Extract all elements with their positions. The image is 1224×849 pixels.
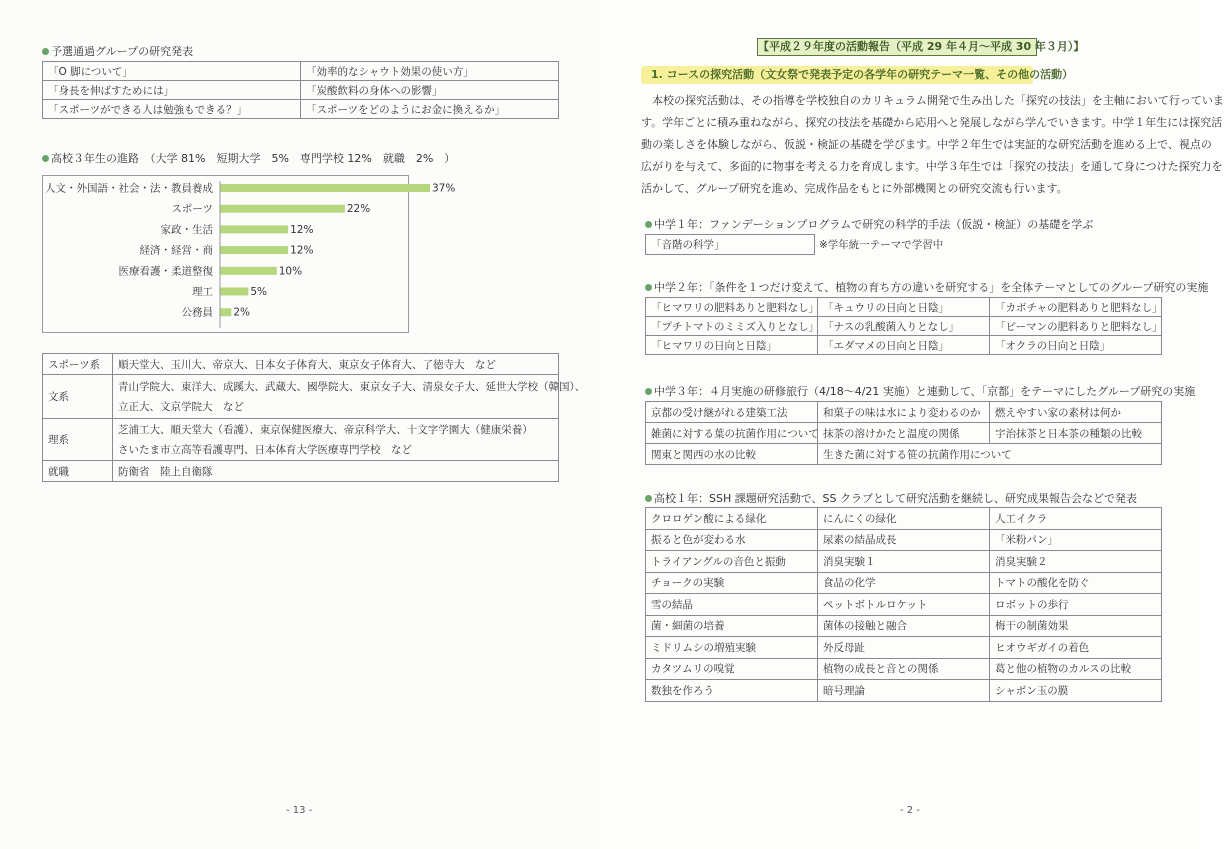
table-row [646, 508, 1162, 530]
universities-cell [113, 419, 559, 461]
table-cell: 「ヒマワリの肥料ありと肥料なし」 [646, 298, 818, 317]
table-row [43, 81, 559, 100]
table-cell: 雑菌に対する葉の抗菌作用について [646, 423, 818, 444]
table-cell: 「スポーツができる人は勉強もできる？」 [43, 100, 301, 119]
bar [220, 246, 288, 254]
table-cell: 「ナスの乳酸菌入りとなし」 [818, 317, 990, 336]
table-cell: 人工イクラ [990, 508, 1162, 530]
table-row [646, 402, 1162, 423]
table-cell: 「エダマメの日向と日陰」 [818, 336, 990, 355]
table-cell: 「スポーツをどのようにお金に換えるか」 [301, 100, 559, 119]
preliminary-heading: 予選通過グループの研究発表 [42, 43, 193, 59]
category-label: 経済・経営・商 [139, 244, 213, 257]
bullet-icon [645, 221, 652, 228]
table-cell: 「ピーマンの肥料ありと肥料なし」 [990, 317, 1162, 336]
table-cell: ミドリムシの増殖実験 [646, 637, 818, 659]
career-chart [42, 175, 456, 333]
section-title: 1. コースの探究活動（文女祭で発表予定の各学年の研究テーマ一覧、その他の活動） [641, 66, 1033, 84]
page-number: - 13 - [286, 805, 313, 816]
table-cell: 外反母趾 [818, 637, 990, 659]
table-cell: 関東と関西の水の比較 [646, 444, 818, 465]
category-label: 家政・生活 [160, 223, 213, 236]
paragraph-line: す。学年ごとに積み重ねながら、探究の技法を基礎から応用へと発展しながら学んでいきます。中学１年生には探究活 [641, 116, 1223, 129]
table-cell: 菌体の接触と融合 [818, 615, 990, 637]
bullet-icon [645, 495, 652, 502]
table-row [646, 298, 1162, 317]
value-label: 2% [233, 306, 251, 319]
table-cell: 数独を作ろう [646, 680, 818, 702]
table-row [646, 336, 1162, 355]
hs1-heading: 高校１年：SSH 課題研究活動で、SS クラブとして研究活動を継続し、研究成果報告会などで発表 [645, 490, 1137, 506]
category-cell: スポーツ系 [43, 354, 113, 375]
table-cell: チョークの実験 [646, 572, 818, 594]
table-row [646, 551, 1162, 573]
jh3-heading: 中学３年：４月実施の研修旅行（4/18〜4/21 実施）と連動して、「京都」をテーマにしたグループ研究の実施 [645, 383, 1195, 399]
table-row [43, 419, 559, 461]
category-label: 人文・外国語・社会・法・教員養成 [45, 182, 213, 195]
category-label: 公務員 [181, 306, 213, 319]
value-label: 10% [278, 265, 303, 278]
table-row [646, 658, 1162, 680]
bar [220, 267, 277, 275]
jh1-heading: 中学１年：ファンデーションプログラムで研究の科学的手法（仮説・検証）の基礎を学ぶ [645, 216, 1093, 232]
table-row [43, 375, 559, 419]
table-cell: シャボン玉の膜 [990, 680, 1162, 702]
table-cell: カタツムリの嗅覚 [646, 658, 818, 680]
table-cell: 暗号理論 [818, 680, 990, 702]
table-row [646, 423, 1162, 444]
table-row [646, 615, 1162, 637]
table-cell: 「身長を伸ばすためには」 [43, 81, 301, 100]
value-label: 12% [290, 223, 314, 236]
table-cell: 「オクラの日向と日陰」 [990, 336, 1162, 355]
bar [220, 288, 248, 296]
universities-line: 青山学院大、東洋大、成蹊大、武蔵大、國學院大、東京女子大、清泉女子大、延世大学校（韓国）、 [118, 380, 586, 393]
paragraph-line: 動の楽しさを体験しながら、仮説・検証の基礎を学びます。中学２年生では実証的な研究活動を進める上で、視点の [641, 138, 1212, 151]
left-page [0, 0, 600, 849]
category-cell: 文系 [43, 375, 113, 419]
bar [220, 308, 231, 316]
table-row [43, 461, 559, 482]
table-row [646, 594, 1162, 616]
university-table [42, 353, 586, 482]
table-cell: 生きた菌に対する笹の抗菌作用について [818, 444, 1162, 465]
table-row [646, 572, 1162, 594]
bullet-icon [42, 155, 49, 162]
career-heading: 高校３年生の進路 （大学 81% 短期大学 5% 専門学校 12% 就職 2% ） [42, 150, 455, 166]
category-cell: 理系 [43, 419, 113, 461]
table-cell: 和菓子の味は水により変わるのか [818, 402, 990, 423]
table-cell: 抹茶の溶けかたと温度の関係 [818, 423, 990, 444]
table-cell: 梅干の制菌効果 [990, 615, 1162, 637]
table-cell: 宇治抹茶と日本茶の種類の比較 [990, 423, 1162, 444]
table-cell: 燃えやすい家の素材は何か [990, 402, 1162, 423]
table-cell: 消臭実験１ [818, 551, 990, 573]
table-cell: 「カボチャの肥料ありと肥料なし」 [990, 298, 1162, 317]
intro-paragraph [641, 90, 1224, 200]
universities-cell [113, 375, 586, 419]
bar [220, 184, 430, 192]
table-row [43, 62, 559, 81]
universities-line: さいたま市立高等看護専門、日本体育大学医療専門学校 など [118, 443, 412, 456]
universities-cell: 防衛省 陸上自衛隊 [113, 461, 559, 482]
value-label: 5% [250, 286, 268, 298]
table-cell: 振ると色が変わる水 [646, 529, 818, 551]
bullet-icon [42, 48, 49, 55]
page-number: - 2 - [900, 805, 920, 816]
hs1-table [645, 507, 1162, 702]
jh2-heading: 中学２年：「条件を１つだけ変えて、植物の育ち方の違いを研究する」を全体テーマとしてのグループ研究の実施 [645, 279, 1208, 295]
universities-line: 立正大、文京学院大 など [118, 400, 244, 413]
table-row [646, 444, 1162, 465]
career-chart-svg [43, 176, 456, 334]
table-cell: ペットボトルロケット [818, 594, 990, 616]
jh3-table [645, 401, 1162, 465]
table-row [646, 680, 1162, 702]
table-row [43, 354, 559, 375]
table-cell: 雪の結晶 [646, 594, 818, 616]
paragraph-line: 本校の探究活動は、その指導を学校独自のカリキュラム開発で生み出した「探究の技法」を主軸において行っていま [641, 94, 1224, 107]
theme-cell: 「音階の科学」 [646, 235, 815, 255]
table-cell: 尿素の結晶成長 [818, 529, 990, 551]
table-row [43, 100, 559, 119]
table-row [646, 235, 815, 255]
value-label: 12% [290, 244, 314, 257]
table-cell: 葛と他の植物のカルスの比較 [990, 658, 1162, 680]
table-cell: 「効率的なシャウト効果の使い方」 [301, 62, 559, 81]
category-label: 理工 [192, 286, 213, 298]
report-banner: 【平成２９年度の活動報告（平成 29 年４月〜平成 30 年３月）】 [757, 38, 1037, 56]
preliminary-table [42, 61, 559, 119]
table-cell: 「O 脚について」 [43, 62, 301, 81]
table-cell: 食品の化学 [818, 572, 990, 594]
value-label: 37% [432, 182, 456, 195]
bullet-icon [645, 284, 652, 291]
table-cell: 京都の受け継がれる建築工法 [646, 402, 818, 423]
bar [220, 205, 345, 213]
jh1-theme-table [645, 234, 815, 255]
table-cell: トライアングルの音色と振動 [646, 551, 818, 573]
category-cell: 就職 [43, 461, 113, 482]
table-row [646, 529, 1162, 551]
bar [220, 225, 288, 233]
table-cell: 消臭実験２ [990, 551, 1162, 573]
value-label: 22% [346, 203, 371, 216]
table-row [646, 317, 1162, 336]
table-cell: トマトの酸化を防ぐ [990, 572, 1162, 594]
table-cell: 「キュウリの日向と日陰」 [818, 298, 990, 317]
universities-line: 芝浦工大、順天堂大（看護）、東京保健医療大、帝京科学大、十文字学園大（健康栄養） [118, 423, 533, 436]
jh2-table [645, 297, 1162, 355]
paragraph-line: 活かして、グループ研究を進め、完成作品をもとに外部機関との研究交流も行います。 [641, 182, 1068, 195]
paragraph-line: 広がりを与えて、多面的に物事を考える力を育成します。中学３年生では「探究の技法」を通して身につけた探究力を [641, 160, 1223, 173]
table-cell: ロボットの歩行 [990, 594, 1162, 616]
category-label: スポーツ [171, 203, 213, 216]
table-row [646, 637, 1162, 659]
table-cell: 「ヒマワリの日向と日陰」 [646, 336, 818, 355]
table-cell: 植物の成長と音との関係 [818, 658, 990, 680]
jh1-note: ※学年統一テーマで学習中 [819, 239, 944, 251]
table-cell: 菌・細菌の培養 [646, 615, 818, 637]
table-cell: 「プチトマトのミミズ入りとなし」 [646, 317, 818, 336]
table-cell: ヒオウギガイの着色 [990, 637, 1162, 659]
table-cell: 「米粉パン」 [990, 529, 1162, 551]
universities-cell: 順天堂大、玉川大、帝京大、日本女子体育大、東京女子体育大、了徳寺大 など [113, 354, 559, 375]
bullet-icon [645, 388, 652, 395]
table-cell: にんにくの緑化 [818, 508, 990, 530]
table-cell: クロロゲン酸による緑化 [646, 508, 818, 530]
category-label: 医療看護・柔道整復 [118, 265, 213, 278]
table-cell: 「炭酸飲料の身体への影響」 [301, 81, 559, 100]
